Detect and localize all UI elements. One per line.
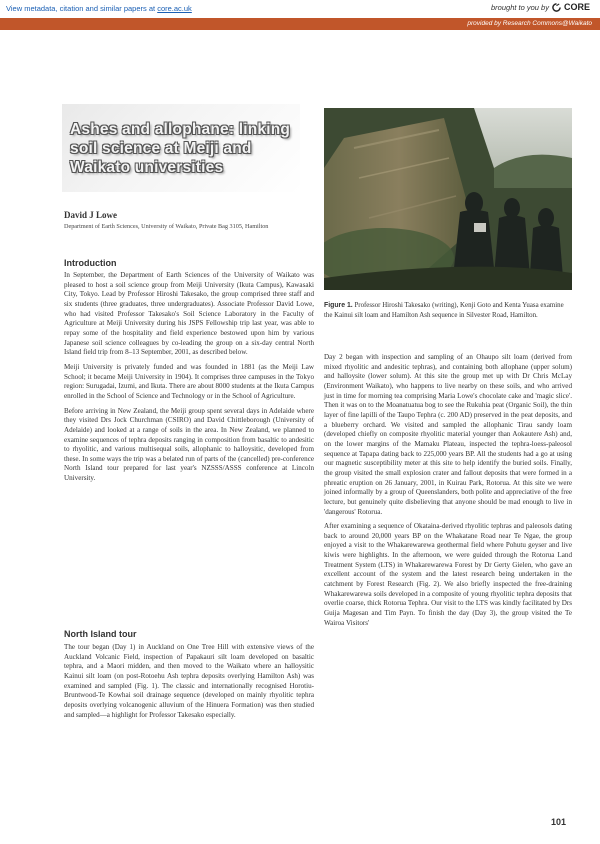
brought-by-text: brought to you by	[491, 2, 549, 12]
core-branding	[491, 2, 590, 12]
tour-column	[64, 643, 314, 725]
paragraph: Before arriving in New Zealand, the Meiji group spent several days in Adelaide where they visited Drs Jock Churchman (CSIRO) and David Chittleborough (University of Adelaide) and looked at a range of soils in the area. In New Zealand, we planned to examine sequences of tephra deposits ranging in composition from basaltic to andesitic to rhyolitic, and various multisequal soils, allophanic to halloysitic, developed from these. In some ways the trip was a belated run of parts of the (cancelled) pre-conference North Island tour prepared for last year's NZSSS/ASSS conference at Lincoln University.	[64, 406, 314, 483]
paragraph: After examining a sequence of Okataina-derived rhyolitic tephras and paleosols dating back to around 20,000 years BP on the Whakatane Road near Te Ngae, the group enjoyed a visit to the Whakarewarewa geothermal field where Pohutu geyser and live kiwis were highlights. In the afternoon, we were guided through the Rotorua Land Treatment System (LTS) in Whakarewarewa Forest by Dr Gerty Gielen, who gave an excellent account of the system and the latest research being undertaken in the catchment by Forest Research (Fig. 2). We also briefly inspected the free-draining Whakarewarewa soils developed in a composite of young rhyolitic tephra deposits that overlie coarse, thick Rotorua Tephra. Our visit to the LTS was kindly facilitated by Drs Guija Magesan and Tim Payn. To finish the day (Day 3), the group visited the Te Wairoa Visitors'	[324, 522, 572, 627]
view-metadata-text	[6, 4, 192, 13]
caption-label: Figure 1.	[324, 302, 353, 309]
paragraph: Day 2 began with inspection and sampling of an Ohaupo silt loam (derived from mixed rhyolitic and andesitic tephras), and containing both allophane (upper solum) and halloysite (lower solum). At this site the group met up with Dr Chris McLay (Environment Waikato), who happens to live nearby on these soils, and who arrived just in time for morning tea comprising Maria Lowe's chocolate cake and 'magic slice'. Then it was on to the Moanatuatua bog to see the Rukuhia peat (Organic Soil), the thin layer of fine lapilli of the Taupo Tephra (c. 200 AD) preserved in the peat deposits, and a blueberry orchard. We visited and sampled the allophanic Tirau sandy loam (developed chiefly on composite rhyolitic material younger than Aokautere Ash) and, on the lower margins of the Mamaku Plateau, inspected the tephra-loess-paleosol sequence at Tapapa dating back to 225,000 years BP. All the students had a go at using our magnetic susceptibility meter at this site to help identify the buried soils. Finally, the group visited the small explosion crater and fallout deposits that were formed in a phreatic eruption on 26 January, 2001, in Kuirau Park, Rotorua. At this site we were joined informally by a group of Queenslanders, both polite and appreciative of the free lecture, but genuinely quite disbelieving that anyone should be mad enough to live in 'dangerous' Rotorua.	[324, 353, 572, 516]
page-number: 101	[550, 817, 566, 827]
intro-column	[64, 271, 314, 489]
caption-text: Professor Hiroshi Takesako (writing), Kenji Goto and Kenta Yuasa examine the Kainui silt loam and Hamilton Ash sequence in Silvester Road, Hamilton.	[324, 302, 564, 319]
photo-illustration	[324, 108, 572, 290]
author-affiliation: Department of Earth Sciences, University of Waikato, Private Bag 3105, Hamilton	[64, 223, 269, 230]
right-column	[324, 353, 572, 633]
author-name: David J Lowe	[64, 210, 118, 220]
paragraph: Meiji University is privately funded and was founded in 1881 (as the Meiji Law School; it became Meiji University in 1904). It comprises three campuses in the Tokyo region: Surugadai, Izumi, and Ikuta. There are about 8000 students at the Ikuta Campus enrolled in the School of Science and Technology or in the School of Agriculture.	[64, 362, 314, 400]
top-bar	[0, 0, 600, 16]
core-logo-icon	[552, 3, 561, 12]
title-box	[62, 104, 300, 192]
view-metadata-prefix: View metadata, citation and similar papers at	[6, 4, 158, 13]
heading-north-island-tour: North Island tour	[64, 629, 137, 639]
figure-1-photo	[324, 108, 572, 290]
heading-introduction: Introduction	[64, 258, 117, 268]
figure-1-caption	[324, 301, 570, 320]
article-title: Ashes and allophane: linking soil science at Meiji and Waikato universities	[70, 121, 291, 176]
core-logo-text[interactable]: CORE	[563, 2, 590, 12]
core-link[interactable]: core.ac.uk	[157, 4, 192, 13]
paragraph: In September, the Department of Earth Sciences of the University of Waikato was pleased to host a soil science group from Meiji University (Ikuta Campus), Kawasaki City, Tokyo. Lead by Professor Hiroshi Takesako, the group comprised three staff and six students (three graduates, three undergraduates). Associate Professor David Lowe, who had visited Professor Takesako's Soil Science Laboratory in the Faculty of Agriculture at Meiji University during his JSPS Fellowship trip last year, was able to repay some of the hospitality and field experience bestowed upon him by various Japanese soil science colleagues by co-leading the group on a six-day central North Island field trip from 8–13 September, 2001, as described below.	[64, 271, 314, 357]
provided-by-text: provided by Research Commons@Waikato	[467, 20, 592, 27]
provided-by-bar	[0, 18, 600, 30]
paragraph: The tour began (Day 1) in Auckland on One Tree Hill with extensive views of the Auckland Volcanic Field, inspection of Papakauri silt loam developed on basaltic tephra, and a Maori midden, and then moved to the Waikato where an halloysitic Kainui silt loam (on post-Rotoehu Ash tephra deposits overlying Hamilton Ash) was examined and sampled (Fig. 1). The classic and internationally recognised Horotiu-Bruntwood-Te Kowhai soil drainage sequence (developed on mainly rhyolitic tephra deposits overlying volcanogenic alluvium of the Hinuera Formation) was then studied and sampled—a highlight for Professor Takesako especially.	[64, 643, 314, 719]
